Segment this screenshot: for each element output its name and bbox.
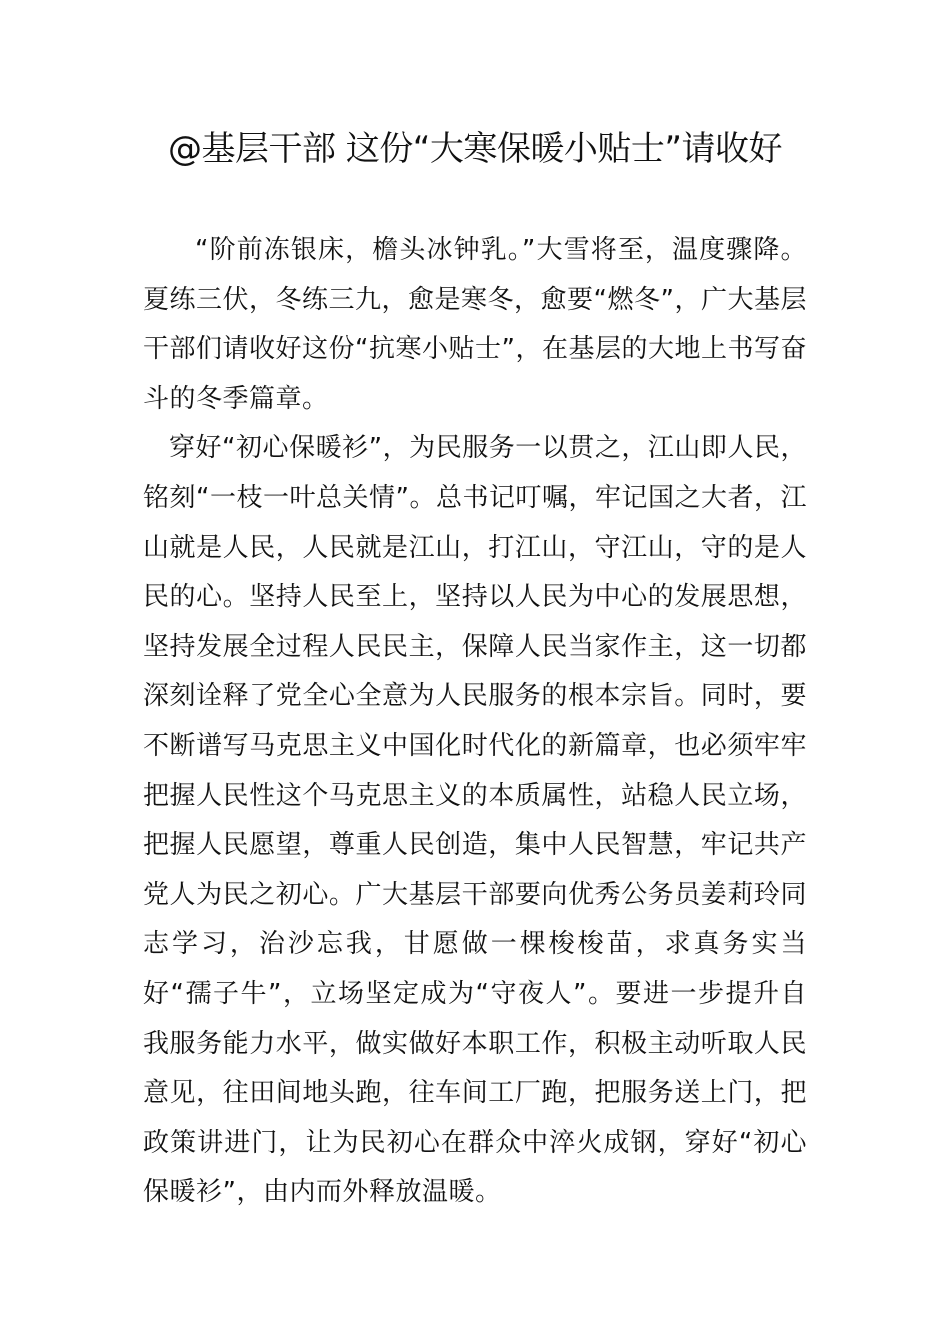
document-title: @基层干部 这份“大寒保暖小贴士”请收好: [167, 129, 783, 169]
paragraph-intro: “阶前冻银床，檐头冰钟乳。”大雪将至，温度骤降。夏练三伏，冬练三九，愈是寒冬，愈要“燃冬”，广大基层干部们请收好这份“抗寒小贴士”，在基层的大地上书写奋斗的冬季篇章。: [143, 235, 807, 414]
paragraph-initial-heart: 穿好“初心保暖衫”，为民服务一以贯之，江山即人民，铭刻“一枝一叶总关情”。总书记叮嘱，牢记国之大者，江山就是人民，人民就是江山，打江山，守江山，守的是人民的心。坚持人民至上，坚持以人民为中心的发展思想，坚持发展全过程人民民主，保障人民当家作主，这一切都深刻诠释了党全心全意为人民服务的根本宗旨。同时，要不断谱写马克思主义中国化时代化的新篇章，也必须牢牢把握人民性这个马克思主义的本质属性，站稳人民立场，把握人民愿望，尊重人民创造，集中人民智慧，牢记共产党人为民之初心。广大基层干部要向优秀公务员姜莉玲同志学习，治沙忘我，甘愿做一棵梭梭苗，求真务实当好“孺子牛”，立场坚定成为“守夜人”。要进一步提升自我服务能力水平，做实做好本职工作，积极主动听取人民意见，往田间地头跑，往车间工厂跑，把服务送上门，把政策讲进门，让为民初心在群众中淬火成钢，穿好“初心保暖衫”，由内而外释放温暖。: [143, 433, 807, 1208]
document-body: [143, 226, 807, 1218]
